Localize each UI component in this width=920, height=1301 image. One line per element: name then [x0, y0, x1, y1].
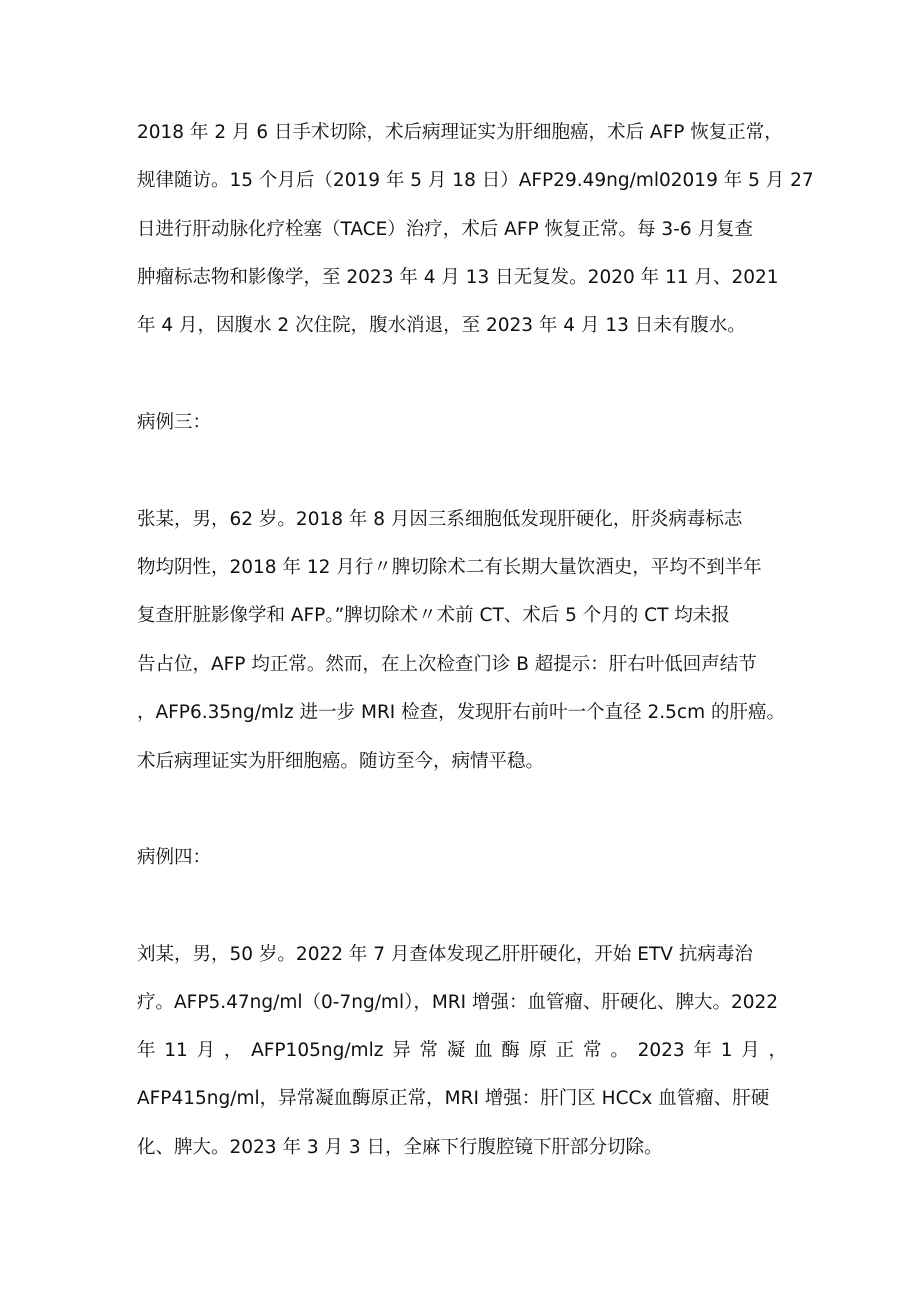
case3-line-2: 物均阴性，2018 年 12 月行〃脾切除术二有长期大量饮酒史，平均不到半年 [137, 557, 762, 578]
case4-token: 血 [473, 1040, 493, 1061]
case4-token: 月 [741, 1040, 760, 1061]
case4-token: 年 [693, 1040, 712, 1061]
case3-heading: 病例三： [137, 412, 212, 433]
case2-line-3: 日进行肝动脉化疗栓塞（TACE）治疗，术后 AFP 恢复正常。每 3-6 月复查 [137, 219, 753, 240]
case2-line-2: 规律随访。15 个月后（2019 年 5 月 18 日）AFP29.49ng/ml02019 年 5 月 27 [137, 170, 814, 191]
case3-line-3: 复查肝脏影像学和 AFP。”脾切除术〃术前 CT、术后 5 个月的 CT 均未报 [137, 605, 730, 626]
case2-line-1: 2018 年 2 月 6 日手术切除，术后病理证实为肝细胞癌，术后 AFP 恢复正常， [137, 122, 783, 143]
case4-token: 异 [392, 1040, 411, 1061]
case4-token: 酶 [501, 1040, 520, 1061]
case4-token: 常 [583, 1040, 602, 1061]
case4-line-2: 疗。AFP5.47ng/ml（0-7ng/ml），MRI 增强：血管瘤、肝硬化、脾大。2022 [137, 992, 779, 1013]
case2-line-4: 肿瘤标志物和影像学，至 2023 年 4 月 13 日无复发。2020 年 11 月、2021 [137, 267, 779, 288]
case4-token: 年 [137, 1040, 156, 1061]
case3-line-6: 术后病理证实为肝细胞癌。随访至今，病情平稳。 [137, 751, 545, 772]
case4-line-3-justified [137, 1039, 787, 1063]
case4-heading: 病例四： [137, 847, 212, 868]
case4-token: 凝 [446, 1040, 466, 1061]
case4-token: AFP105ng/mlz [251, 1040, 384, 1061]
case4-line-5: 化、脾大。2023 年 3 月 3 日，全麻下行腹腔镜下肝部分切除。 [137, 1137, 663, 1158]
case4-token: 2023 [637, 1040, 685, 1061]
case4-line-4: AFP415ng/ml，异常凝血酶原正常，MRI 增强：肝门区 HCCx 血管瘤、肝硬 [137, 1088, 770, 1109]
case4-token: 正 [555, 1040, 575, 1061]
case2-line-5: 年 4 月，因腹水 2 次住院，腹水消退，至 2023 年 4 月 13 日未有腹水。 [137, 315, 746, 336]
case4-token: 1 [720, 1040, 733, 1061]
case3-line-1: 张某，男，62 岁。2018 年 8 月因三系细胞低发现肝硬化，肝炎病毒标志 [137, 509, 743, 530]
case4-token: ， [768, 1040, 787, 1061]
case4-token: ， [223, 1040, 243, 1061]
case4-token: 原 [528, 1040, 548, 1061]
case4-token: 。 [610, 1040, 629, 1061]
case4-line-1: 刘某，男，50 岁。2022 年 7 月查体发现乙肝肝硬化，开始 ETV 抗病毒治 [137, 944, 753, 965]
case4-token: 月 [196, 1040, 216, 1061]
case3-line-5: ，AFP6.35ng/mlz 进一步 MRI 检查，发现肝右前叶一个直径 2.5cm 的肝癌。 [137, 702, 786, 723]
case4-token: 11 [164, 1040, 188, 1061]
case4-token: 常 [419, 1040, 438, 1061]
case3-line-4: 告占位，AFP 均正常。然而，在上次检查门诊 B 超提示：肝右叶低回声结节 [137, 654, 757, 675]
